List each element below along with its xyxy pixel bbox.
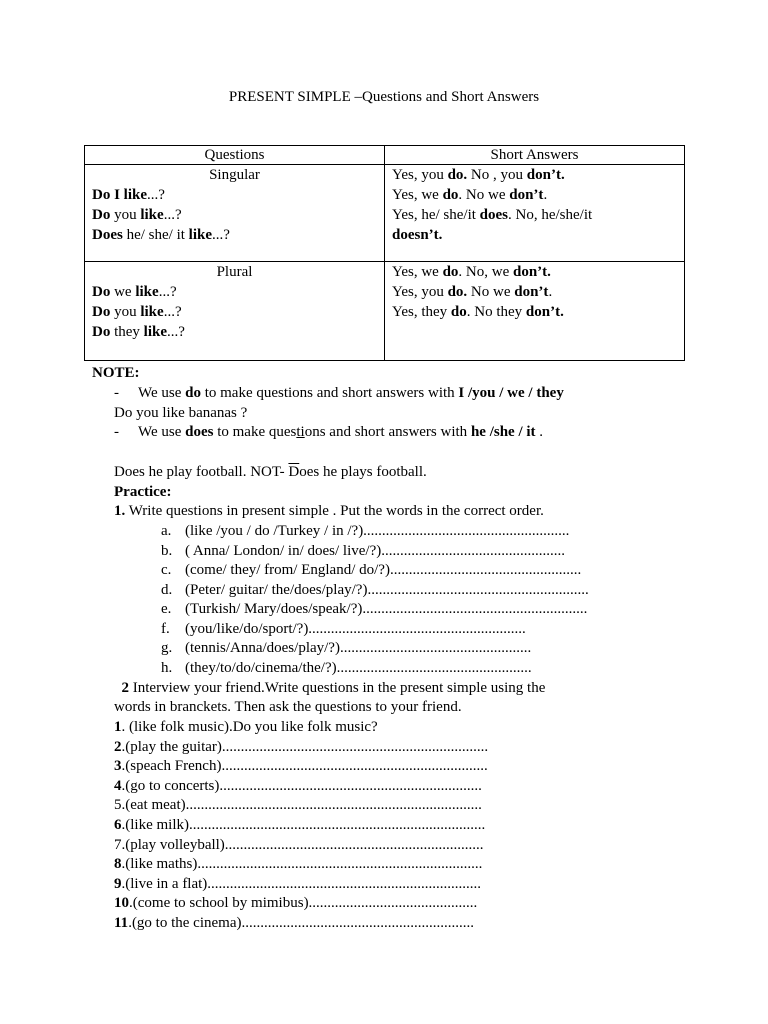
exercise-2-instruction <box>114 679 545 697</box>
item-text: .(come to school by mimibus)............................................. <box>129 895 478 912</box>
item-text: .(like maths)............................................................................ <box>121 856 483 873</box>
text-run: to make questions and short answers with <box>200 385 459 401</box>
text-run: . <box>548 284 553 300</box>
text-run: Do <box>92 324 111 340</box>
item-text: .(live in a flat)......................................................................... <box>121 875 482 892</box>
text-run: $\overline{D}$ <box>288 464 300 480</box>
exercise-1-item <box>161 620 526 638</box>
exercise-1-item <box>161 600 587 618</box>
text-run: do <box>442 187 459 203</box>
text-run: Yes, you <box>392 284 448 300</box>
text-run: don’t <box>514 284 549 300</box>
text-run: doesn’t. <box>392 227 443 243</box>
item-text: (like /you / do /Turkey / in /?)....................................................... <box>185 523 570 539</box>
text-run: they <box>110 324 144 340</box>
text-run: don’t. <box>526 167 565 183</box>
singular-answer <box>392 165 677 185</box>
plural-question <box>92 302 377 322</box>
exercise-2-item <box>114 914 474 932</box>
text-run: Yes, he/ she/it <box>392 207 480 223</box>
exercise-1-instruction <box>114 502 544 520</box>
item-text: . (like folk music).Do you like folk music? <box>121 719 378 735</box>
text-run: like <box>135 284 159 300</box>
item-text: (you/like/do/sport/?).......................................................... <box>185 620 526 637</box>
exercise-2-item <box>114 894 477 912</box>
exercise-2-item <box>114 738 488 756</box>
item-text: (they/to/do/cinema/the/?).................................................... <box>185 659 532 676</box>
note-rule-1 <box>114 384 564 402</box>
exercise-1-item <box>161 522 569 540</box>
item-letter: a. <box>161 523 172 539</box>
exercise-2-text-line2: words in branckets. Then ask the questions to your friend. <box>114 699 462 715</box>
exercise-1-item <box>161 561 581 579</box>
item-text: (tennis/Anna/does/play/?)................................................... <box>185 640 532 656</box>
text-run: . No, he/she/it <box>508 207 593 223</box>
singular-question <box>92 205 377 225</box>
text-run: Does he play football. NOT- <box>114 464 289 480</box>
text-run: Do <box>92 207 111 223</box>
item-number: 10 <box>114 895 129 912</box>
text-run: Do <box>92 284 111 300</box>
text-run: don’t <box>509 187 544 203</box>
item-text: .(go to concerts)...................................................................... <box>121 777 482 794</box>
text-run: ...? <box>147 187 165 203</box>
item-letter: c. <box>161 562 172 578</box>
plural-question <box>92 282 377 302</box>
item-letter: e. <box>161 601 172 617</box>
note-heading: NOTE: <box>92 365 140 381</box>
text-run: we <box>110 284 136 300</box>
exercise-2-item <box>114 757 488 775</box>
text-run: ...? <box>158 284 177 300</box>
exercise-2-item <box>114 718 378 736</box>
singular-answer <box>392 205 677 225</box>
item-text: (Turkish/ Mary/does/speak/?)............................................................ <box>185 601 588 617</box>
table-row-plural <box>85 262 685 361</box>
bullet-dash: - <box>114 424 119 440</box>
singular-question <box>92 225 377 245</box>
exercise-2-text-line1: Interview your friend.Write questions in the present simple using the <box>129 680 546 696</box>
note-example-1: Do you like bananas ? <box>114 405 248 421</box>
text-run: Does <box>92 227 123 243</box>
text-run: he /she / it <box>470 424 536 440</box>
exercise-2-item <box>114 816 485 834</box>
plural-answer <box>392 262 677 282</box>
bullet-dash: - <box>114 385 119 401</box>
exercise-1-item <box>161 639 531 657</box>
exercise-1-number: 1. <box>114 503 126 519</box>
singular-question <box>92 185 377 205</box>
text-run: ...? <box>167 324 185 340</box>
exercise-2-item <box>114 836 484 854</box>
grammar-table <box>84 145 685 361</box>
text-run: ...? <box>163 304 182 320</box>
text-run: Yes, they <box>392 304 451 320</box>
item-number: 1 <box>114 719 122 735</box>
item-number: 9 <box>114 875 122 892</box>
exercise-1-item <box>161 542 565 560</box>
text-run: . <box>543 187 548 203</box>
item-letter: h. <box>161 659 173 676</box>
item-text: .(go to the cinema).............................................................. <box>128 915 474 931</box>
text-run: ...? <box>212 227 230 243</box>
item-number: 11 <box>114 915 129 931</box>
text-run: do. <box>447 167 468 183</box>
text-run: Do I like <box>92 187 148 203</box>
item-text: ( Anna/ London/ in/ does/ live/?)................................................. <box>185 542 565 559</box>
plural-answer <box>392 302 677 322</box>
note-rule-1-text <box>138 385 564 401</box>
item-number: 2 <box>114 738 122 755</box>
item-text: (Peter/ guitar/ the/does/play/?)........................................................... <box>185 581 589 598</box>
text-run: We use <box>138 424 186 440</box>
text-run: you <box>110 207 141 223</box>
page-title: PRESENT SIMPLE –Questions and Short Answers <box>228 89 540 105</box>
text-run: No , you <box>467 167 527 183</box>
item-letter: f. <box>161 620 170 637</box>
exercise-2-item <box>114 855 482 873</box>
item-number: 8 <box>114 856 122 873</box>
table-header-row <box>85 146 685 165</box>
text-run: you <box>110 304 141 320</box>
plural-answers-cell <box>385 262 685 361</box>
text-run: ...? <box>163 207 182 223</box>
text-run: like <box>140 207 164 223</box>
item-text: (come/ they/ from/ England/ do/?)................................................... <box>185 562 582 578</box>
text-run: . No they <box>466 304 526 320</box>
singular-answer <box>392 185 677 205</box>
text-run: to make ques <box>213 424 297 440</box>
item-text: .(play the guitar)....................................................................... <box>121 738 489 755</box>
text-run: . <box>535 424 544 440</box>
singular-questions-cell <box>85 165 385 262</box>
text-run: . No, we <box>458 264 513 280</box>
text-run: don’t. <box>525 304 564 320</box>
singular-answer <box>392 225 677 245</box>
item-text: .(speach French)....................................................................... <box>121 758 488 775</box>
text-run: I /you / we / they <box>458 385 564 401</box>
item-text: .(play volleyball)..................................................................... <box>121 836 484 853</box>
text-run: do <box>442 264 459 280</box>
singular-answers-cell <box>385 165 685 262</box>
header-questions: Questions <box>85 146 385 165</box>
exercise-2-item <box>114 796 482 814</box>
text-run: ti <box>296 424 305 440</box>
plural-question <box>92 322 377 342</box>
item-number: 5 <box>114 797 122 814</box>
text-run: Yes, we <box>392 264 443 280</box>
note-example-2 <box>114 463 427 481</box>
exercise-1-text: Write questions in present simple . Put the words in the correct order. <box>125 503 544 519</box>
text-run: Do <box>92 304 111 320</box>
item-number: 6 <box>114 817 122 833</box>
exercise-1-item <box>161 659 532 677</box>
practice-heading: Practice: <box>114 484 172 500</box>
item-letter: b. <box>161 542 173 559</box>
text-run: like <box>188 227 212 243</box>
note-rule-2-text <box>138 424 543 440</box>
item-text: .(eat meat)............................................................................... <box>121 797 482 814</box>
exercise-2-item <box>114 875 481 893</box>
header-short-answers: Short Answers <box>385 146 685 165</box>
plural-answer <box>392 282 677 302</box>
plural-label: Plural <box>216 264 253 280</box>
text-run: do. <box>447 284 468 300</box>
text-run: does <box>479 207 508 223</box>
text-run: We use <box>138 385 186 401</box>
text-run: ons and short answers with <box>304 424 471 440</box>
exercise-1-item <box>161 581 589 599</box>
text-run: No we <box>467 284 515 300</box>
text-run: oes he plays football. <box>299 464 427 480</box>
item-text: .(like milk)............................................................................... <box>121 817 486 833</box>
item-number: 7 <box>114 836 122 853</box>
table-row-singular <box>85 165 685 262</box>
item-letter: g. <box>161 640 173 656</box>
text-run: Yes, you <box>392 167 448 183</box>
text-run: he/ she/ it <box>122 227 189 243</box>
plural-questions-cell <box>85 262 385 361</box>
exercise-2-item <box>114 777 482 795</box>
text-run: do <box>450 304 467 320</box>
note-rule-2 <box>114 423 543 441</box>
item-letter: d. <box>161 581 173 598</box>
text-run: Yes, we <box>392 187 443 203</box>
text-run: like <box>143 324 168 340</box>
item-number: 4 <box>114 777 122 794</box>
text-run: do <box>185 385 201 401</box>
text-run: don’t. <box>513 264 551 280</box>
text-run: like <box>140 304 164 320</box>
singular-label: Singular <box>209 167 260 183</box>
text-run: does <box>185 424 214 440</box>
exercise-2-number: 2 <box>121 680 129 696</box>
item-number: 3 <box>114 758 122 775</box>
text-run: . No we <box>458 187 510 203</box>
